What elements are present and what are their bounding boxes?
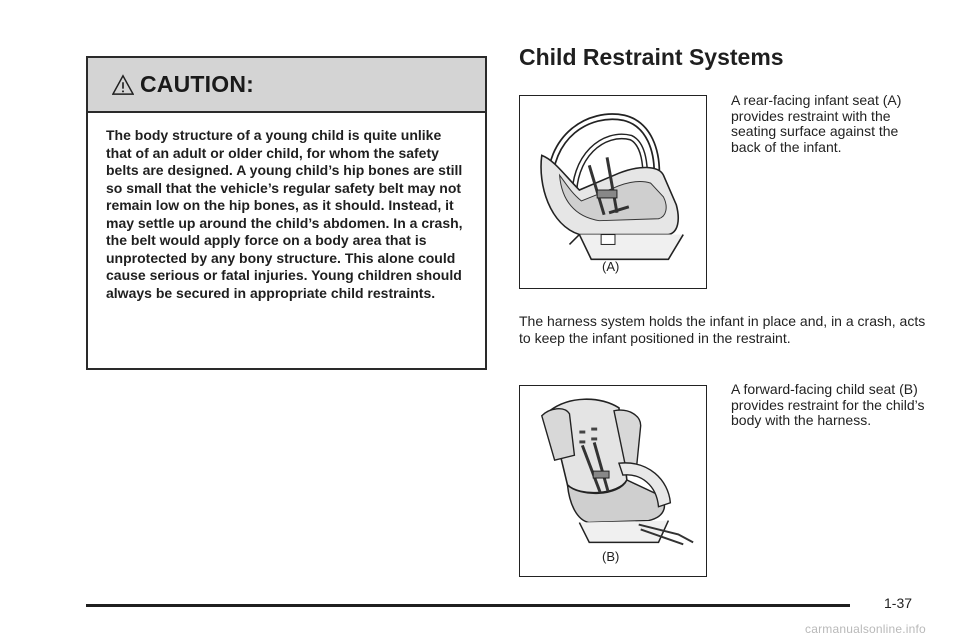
- section-title: Child Restraint Systems: [519, 44, 784, 70]
- footer-rule: [86, 604, 850, 607]
- figure-a-label: (A): [602, 259, 620, 274]
- warning-triangle-icon: [112, 74, 134, 96]
- harness-paragraph: The harness system holds the infant in place and, in a crash, acts to keep the infant positioned in the restraint.: [519, 313, 926, 346]
- figure-b-label: (B): [602, 549, 620, 564]
- page-number: 1-37: [884, 595, 913, 611]
- caution-header: [88, 58, 485, 113]
- figure-b-description: A forward-facing child seat (B) provides restraint for the child’s body with the harness.: [731, 381, 925, 428]
- watermark: carmanualsonline.info: [805, 622, 926, 636]
- forward-facing-child-seat-illustration: [520, 386, 706, 576]
- caution-text: The body structure of a young child is quite unlike that of an adult or older child, for whom the safety belts are designed. A young child’s hip bones are still so small that the vehicle’s regular safety belt may not remain low on the hip bones, as it should. Instead, it may settle up around the child’s abdomen. In a crash, the belt would apply force on a body area that is unprotected by any bony structure. This alone could cause serious or fatal injuries. Young children should always be secured in appropriate child restraints.: [106, 127, 463, 301]
- caution-box: [86, 56, 487, 370]
- figure-a-description: A rear-facing infant seat (A) provides restraint with the seating surface against the back of the infant.: [731, 92, 902, 155]
- figure-forward-facing-child-seat: [519, 385, 707, 577]
- figure-rear-facing-infant-seat: [519, 95, 707, 289]
- caution-title: CAUTION:: [140, 71, 255, 97]
